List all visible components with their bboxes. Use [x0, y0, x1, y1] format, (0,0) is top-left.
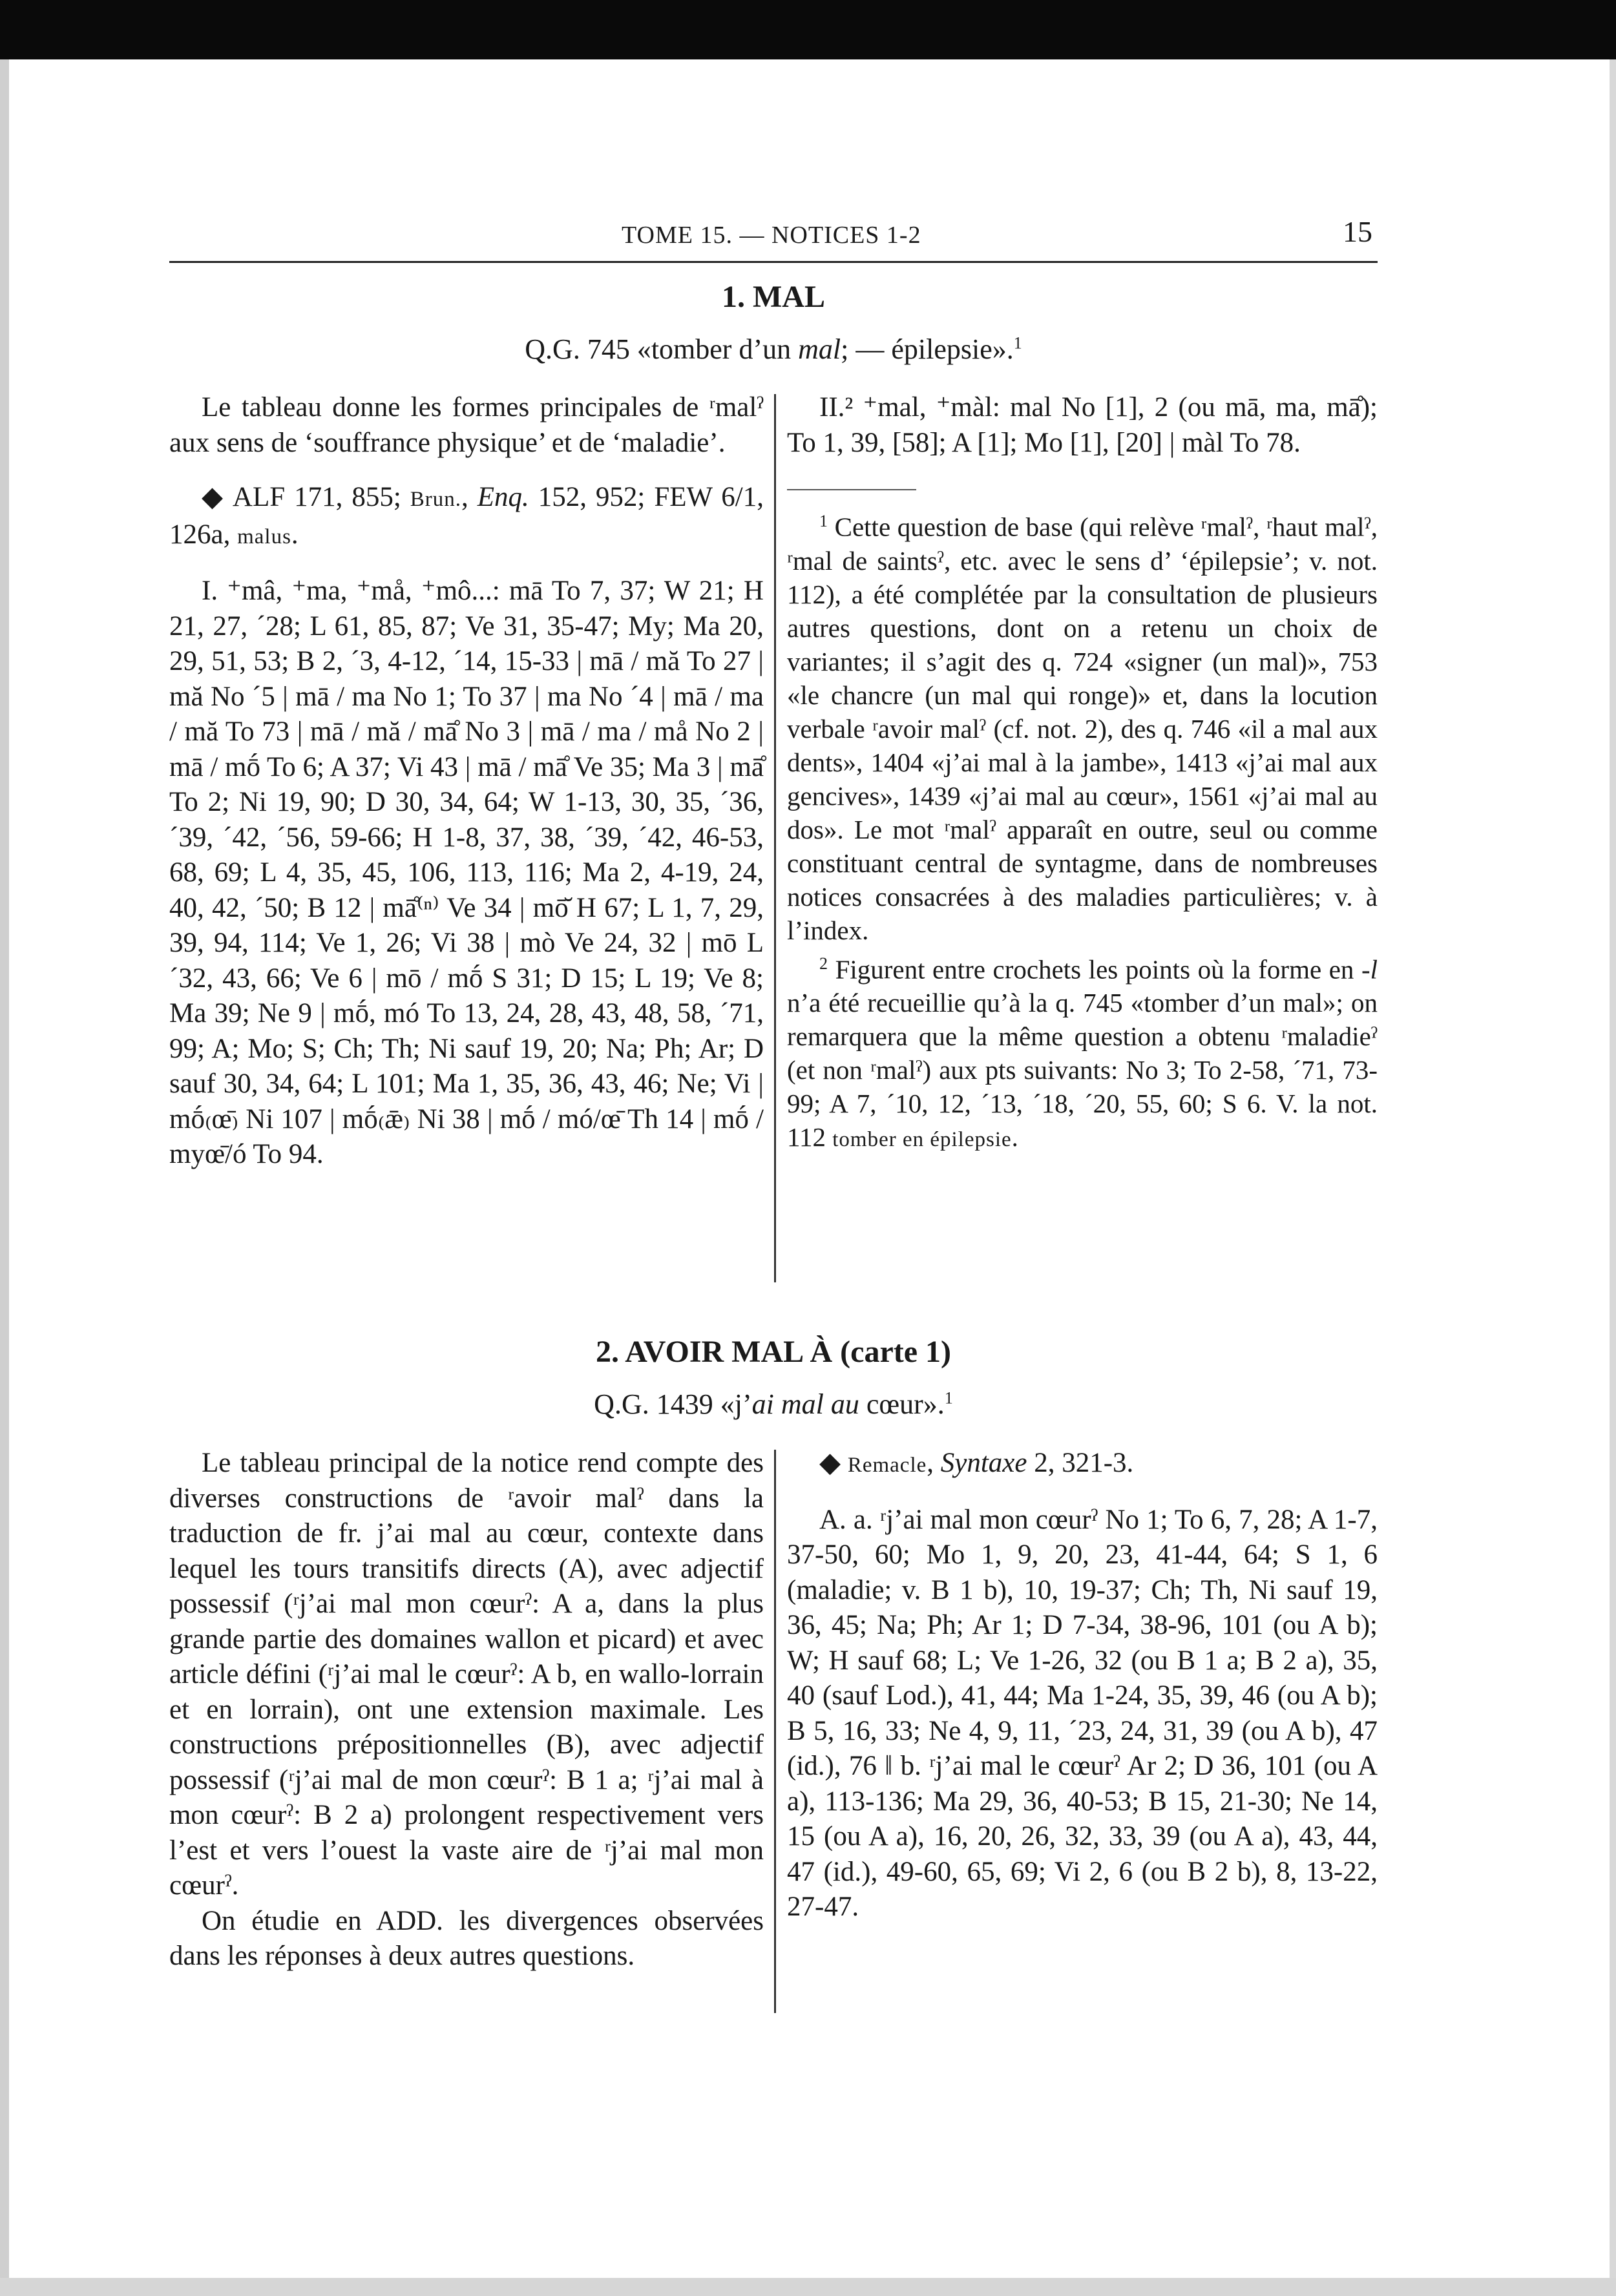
section2-refs-remacle: Remacle — [847, 1454, 927, 1477]
running-head — [169, 213, 1378, 263]
section2-paragraph-2: On étudie en ADD. les divergences observées dans les réponses à deux autres questions. — [169, 1905, 764, 1971]
section1-forms-I: I. ⁺mâ, ⁺ma, ⁺må, ⁺mô...: mā To 7, 37; W 21; H 21, 27, ´28; L 61, 85, 87; Ve 31, 35-47; My; Ma 20, 29, 51, 53; B 2, ´3, 4-12, ´14, 15-33 | mā / mă To 27 | mă No ´5 | mā / ma No 1; To 37 | ma No ´4 | mā / ma / mă To 73 | mā / mă / mā̊ No 3 | mā / ma / må No 2 | mā / mṓ To 6; A 37; Vi 43 | mā / mā̊ Ve 35; Ma 3 | mā̊ To 2; Ni 19, 90; D 30, 34, 64; W 1-13, 30, 35, ´36, ´39, ´42, ´56, 59-66; H 1-8, 37, 38, ´39, ´42, 46-53, 68, 69; L 4, 35, 45, 106, 113, 116; Ma 2, 4-19, 24, 40, 42, ´50; B 12 | mā̊⁽ⁿ⁾ Ve 34 | mō̆ H 67; L 1, 7, 29, 39, 94, 114; Ve 1, 26; Vi 38 | mò Ve 24, 32 | mō L ´32, 43, 66; Ve 6 | mō / mṓ S 31; D 15; L 19; Ve 8; Ma 39; Ne 9 | mṓ, mó To 13, 24, 28, 43, 48, 58, ´71, 99; A; Mo; S; Ch; Th; Ni sauf 19, 20; Na; Ph; Ar; D sauf 30, 34, 64; L 101; Ma 1, 35, 36, 43, 46; Ne; Vi | mṓ₍œ̄₎ Ni 107 | mṓ₍ǣ₎ Ni 38 | mṓ / mó/œ̄ Th 14 | mṓ / myœ̄/ó To 94. — [169, 576, 764, 1169]
section1-refs-part-d: . — [291, 519, 299, 550]
page-number: 15 — [1343, 215, 1372, 248]
footnote-2-l: -l — [1361, 954, 1378, 985]
diamond-icon: ◆ — [202, 482, 226, 512]
section2-forms-A: A. a. ʳj’ai mal mon cœurˀ No 1; To 6, 7, 28; A 1-7, 37-50, 60; Mo 1, 9, 20, 23, 41-44, 64; S 1, 6 (maladie; v. B 1 b), 10, 19-37; Ch; Th, Ni sauf 19, 36, 45; Na; Ph; Ar 1; D 7-34, 38-96, 101 (ou A b); W; H sauf 68; L; Ve 1-26, 32 (ou B 1 a; B 2 a), 35, 40 (sauf Lod.), 41, 44; Ma 1-24, 35, 39, 46 (ou A b); B 5, 16, 33; Ne 4, 9, 11, ´23, 24, 31, 39 (ou A b), 47 (id.), 76 ‖ b. ʳj’ai mal le cœurˀ Ar 2; D 36, 101 (ou A a), 113-136; Ma 29, 36, 40-53; B 15, 21-30; Ne 14, 15 (ou A a), 16, 20, 26, 32, 33, 39 (ou A a), 43, 44, 47 (id.), 49-60, 65, 69; Vi 2, 6 (ou B 2 b), 8, 13-22, 27-47. — [787, 1504, 1378, 1922]
section2-question-note: 1 — [944, 1388, 953, 1408]
section2-refs-part-a: , — [927, 1448, 941, 1478]
section2-references — [787, 1446, 1378, 1483]
section1-question — [169, 333, 1378, 366]
scan-bottom-border — [0, 2278, 1616, 2296]
footnote-2-number: 2 — [819, 954, 828, 973]
section1-refs-malus: malus — [237, 525, 291, 548]
section1-question-suffix: ; — épilepsie». — [841, 333, 1014, 365]
column-divider-2 — [774, 1450, 776, 2013]
section1-question-italic: mal — [798, 333, 841, 365]
footnote-2-smallcaps: tomber en épilepsie — [832, 1128, 1012, 1152]
section1-refs-part-b: , — [461, 482, 477, 512]
section1-refs-part-a: ALF 171, 855; — [232, 482, 410, 512]
section1-references — [169, 480, 764, 554]
section1-refs-part-c: 152, 952; FEW 6/1, 126a, — [169, 482, 764, 550]
section2-question — [169, 1388, 1378, 1421]
section2-right-column — [787, 1446, 1378, 1925]
section1-left-column — [169, 390, 764, 1173]
column-divider — [774, 394, 776, 1282]
footnote-1-text: Cette question de base (qui relève ʳmalˀ, ʳhaut malˀ, ʳmal de saintsˀ, etc. avec le sens d’ ‘épilepsie’; v. not. 112), a été complétée par la consultation de plusieurs autres questions, dont on a retenu un choix de variantes; il s’agit des q. 724 «signer (un mal)», 753 «le chancre (un mal qui ronge)» et, dans la locution verbale ʳavoir malˀ (cf. not. 2), des q. 746 «il a mal aux dents», 1404 «j’ai mal à la jambe», 1413 «j’ai mal aux gencives», 1439 «j’ai mal au cœur», 1561 «j’ai mal au dos». Le mot ʳmalˀ apparaît en outre, seul ou comme constituant central de syntagme, dans de nombreuses notices consacrées à des maladies particulières; v. à l’index. — [787, 512, 1378, 945]
footnote-2-text-b: n’a été recueillie qu’à la q. 745 «tomber d’un mal»; on remarquera que la même question a obtenu ʳmaladieˀ (et non ʳmalˀ) aux pts suivants: No 3; To 2-58, ´71, 73-99; A 7, ´10, 12, ´13, ´18, ´20, 55, 60; S 6. V. la not. 112 — [787, 988, 1378, 1153]
scan-right-border — [1610, 59, 1616, 2296]
section1-footnote-1 — [787, 505, 1378, 947]
section2-question-prefix: Q.G. 1439 «j’ — [594, 1388, 752, 1420]
footnote-rule — [787, 489, 916, 490]
section1-footnote-2 — [787, 947, 1378, 1157]
section1-question-prefix: Q.G. 745 «tomber d’un — [525, 333, 799, 365]
diamond-icon: ◆ — [819, 1448, 841, 1478]
section2-left-column — [169, 1446, 764, 1974]
section2-refs-syntaxe: Syntaxe — [940, 1448, 1027, 1478]
running-title: TOME 15. — NOTICES 1-2 — [622, 222, 921, 249]
section2-question-suffix: cœur». — [859, 1388, 945, 1420]
footnote-2-text-a: Figurent entre crochets les points où la forme en — [835, 954, 1361, 985]
scan-left-border — [0, 59, 9, 2296]
section2-title: 2. AVOIR MAL À (carte 1) — [595, 1335, 952, 1369]
section1-refs-enq: Enq. — [477, 482, 529, 512]
section2-paragraph-1: Le tableau principal de la notice rend compte des diverses constructions de ʳavoir malˀ dans la traduction de fr. j’ai mal au cœur, contexte dans lequel les tours transitifs directs (A), avec adjectif possessif (ʳj’ai mal mon cœurˀ: A a, dans la plus grande partie des domaines wallon et picard) et avec article défini (ʳj’ai mal le cœurˀ: A b, en wallo-lorrain et en lorrain), ont une extension maximale. Les constructions prépositionnelles (B), avec adjectif possessif (ʳj’ai mal de mon cœurˀ: B 1 a; ʳj’ai mal à mon cœurˀ: B 2 a) prolongent respectivement vers l’est et vers l’ouest la vaste aire de ʳj’ai mal mon cœurˀ. — [169, 1448, 764, 1901]
section1-right-column — [787, 390, 1378, 1156]
section1-title: 1. MAL — [722, 280, 825, 314]
section1-question-note: 1 — [1013, 333, 1022, 353]
section2-question-italic: ai mal au — [751, 1388, 859, 1420]
footnote-2-end: . — [1011, 1122, 1018, 1153]
section1-refs-brun: Brun. — [410, 488, 461, 511]
section1-forms-II: II.² ⁺mal, ⁺màl: mal No [1], 2 (ou mā, ma, mā̊); To 1, 39, [58]; A [1]; Mo [1], [20] | màl To 78. — [787, 392, 1378, 458]
footnote-1-number: 1 — [819, 512, 828, 530]
section2-refs-part-b: 2, 321-3. — [1027, 1448, 1134, 1478]
scan-top-border — [0, 0, 1616, 59]
section1-intro: Le tableau donne les formes principales de ʳmalˀ aux sens de ‘souffrance physique’ et de ‘maladie’. — [169, 392, 764, 458]
